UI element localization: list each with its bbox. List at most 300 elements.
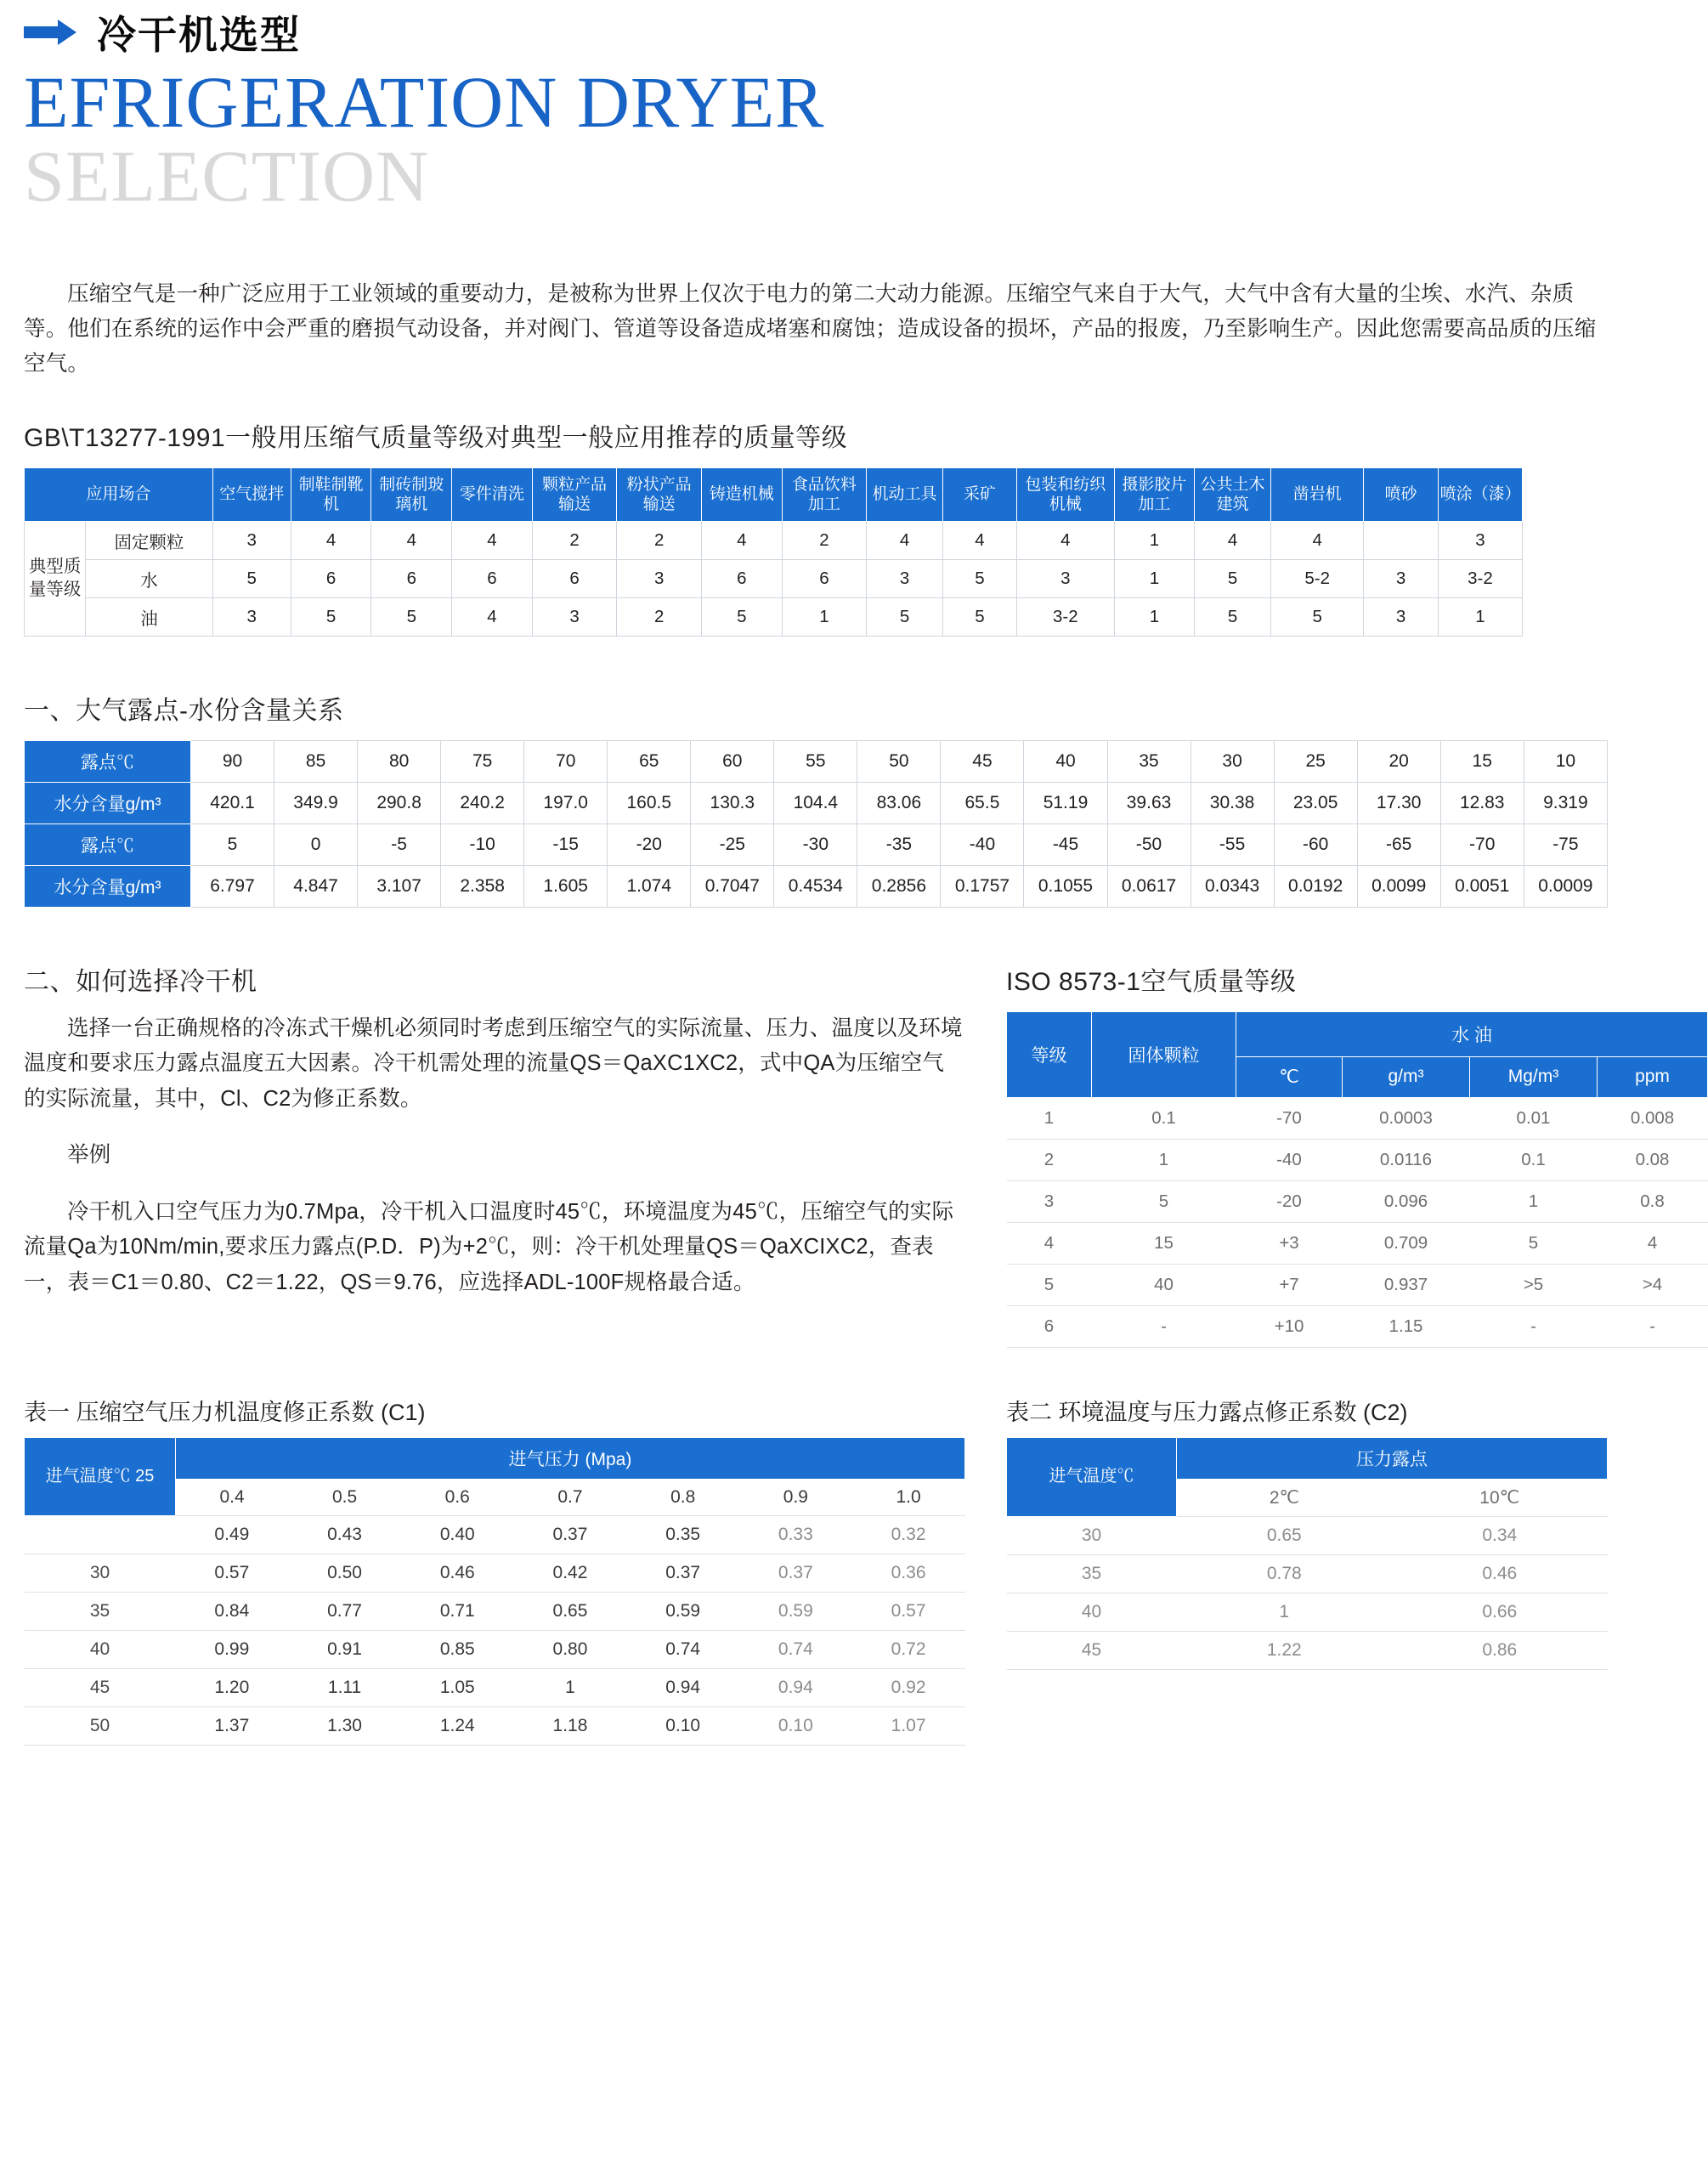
gb-header-14: 凿岩机: [1270, 467, 1364, 521]
gb-cell-1-1: 6: [291, 559, 371, 597]
gb-cell-0-8: 4: [867, 521, 943, 559]
table-row: [1007, 1305, 1708, 1347]
gb-cell-0-3: 4: [452, 521, 533, 559]
dewpoint2-8: -35: [857, 823, 941, 865]
iso-cell-4-4: >5: [1470, 1264, 1598, 1305]
dewpoint1-5: 65: [608, 740, 691, 782]
dewpoint1-10: 40: [1024, 740, 1107, 782]
iso-quality-table: [1006, 1011, 1708, 1348]
iso-subheader-gm3: g/m³: [1343, 1056, 1470, 1097]
gb-cell-2-7: 1: [782, 597, 867, 636]
dewpoint1-3: 75: [441, 740, 524, 782]
table2-title: 表二 环境温度与压力露点修正系数 (C2): [1006, 1399, 1408, 1425]
iso-cell-1-4: 0.1: [1470, 1139, 1598, 1180]
gb-quality-table: [24, 467, 1608, 637]
c1-cell-4-5: 0.94: [739, 1668, 852, 1706]
moisture1-0: 420.1: [191, 782, 274, 823]
page-header: [24, 13, 1608, 57]
moisture1-4: 197.0: [524, 782, 608, 823]
gb-cell-1-14: 3: [1364, 559, 1438, 597]
c1-correction-table: [24, 1437, 965, 1746]
iso-cell-2-1: 5: [1092, 1180, 1236, 1222]
table-row: [1007, 1222, 1708, 1264]
c1-cell-2-2: 0.71: [401, 1592, 514, 1630]
iso-cell-5-2: +10: [1236, 1305, 1343, 1347]
iso-cell-1-0: 2: [1007, 1139, 1092, 1180]
gb-cell-0-7: 2: [782, 521, 867, 559]
table-row: [1007, 1264, 1708, 1305]
gb-cell-1-5: 3: [617, 559, 702, 597]
c2-cell-1-0: 0.78: [1177, 1554, 1393, 1593]
dewpoint1-4: 70: [524, 740, 608, 782]
iso-cell-3-1: 15: [1092, 1222, 1236, 1264]
moisture1-7: 104.4: [774, 782, 857, 823]
gb-cell-2-14: 3: [1364, 597, 1438, 636]
table-row: [25, 782, 1608, 823]
gb-row-label-2: 油: [86, 597, 212, 636]
gb-cell-2-13: 5: [1270, 597, 1364, 636]
c1-cell-4-1: 1.11: [288, 1668, 401, 1706]
gb-header-16: 喷涂（漆）: [1438, 467, 1523, 521]
dewpoint2-13: -60: [1274, 823, 1357, 865]
iso-cell-2-0: 3: [1007, 1180, 1092, 1222]
gb-cell-1-13: 5-2: [1270, 559, 1364, 597]
dewpoint-moisture-table: [24, 740, 1608, 908]
gb-cell-2-10: 3-2: [1017, 597, 1115, 636]
c1-cell-0-3: 0.37: [514, 1515, 627, 1554]
c2-temp-0: 30: [1007, 1516, 1177, 1554]
iso-cell-0-2: -70: [1236, 1097, 1343, 1139]
page-title-en-line2: SELECTION: [24, 134, 430, 217]
c2-group-header: 压力露点: [1177, 1437, 1608, 1479]
gb-cell-0-2: 4: [371, 521, 452, 559]
c1-cell-3-1: 0.91: [288, 1630, 401, 1668]
gb-side-label: 典型质量等级: [25, 521, 86, 636]
dewpoint2-10: -45: [1024, 823, 1107, 865]
gb-header-0: 应用场合: [25, 467, 213, 521]
gb-header-8: 食品饮料加工: [782, 467, 867, 521]
moisture2-14: 0.0099: [1357, 865, 1440, 907]
c1-temp-2: 35: [25, 1592, 176, 1630]
iso-cell-0-5: 0.008: [1598, 1097, 1708, 1139]
gb-header-2: 制鞋制靴机: [291, 467, 371, 521]
gb-row-label-1: 水: [86, 559, 212, 597]
dewpoint2-11: -50: [1107, 823, 1191, 865]
gb-table-header-row: [25, 467, 1608, 521]
moisture1-9: 65.5: [941, 782, 1024, 823]
moisture1-6: 130.3: [691, 782, 774, 823]
c2-cell-0-1: 0.34: [1392, 1516, 1608, 1554]
iso-cell-4-5: >4: [1598, 1264, 1708, 1305]
page-title-cn: 冷干机选型: [97, 13, 301, 57]
c1-cell-3-5: 0.74: [739, 1630, 852, 1668]
gb-cell-2-5: 2: [617, 597, 702, 636]
table-row: [25, 865, 1608, 907]
moisture2-2: 3.107: [358, 865, 441, 907]
iso-cell-5-0: 6: [1007, 1305, 1092, 1347]
c1-cell-2-4: 0.59: [626, 1592, 739, 1630]
section1-title: 一、大气露点-水份含量关系: [24, 696, 344, 725]
dewpoint1-15: 15: [1440, 740, 1524, 782]
c1-cell-4-2: 1.05: [401, 1668, 514, 1706]
iso-cell-0-0: 1: [1007, 1097, 1092, 1139]
gb-cell-1-9: 5: [942, 559, 1016, 597]
two-column-region: [24, 937, 1675, 1348]
c1-temp-1: 30: [25, 1554, 176, 1592]
c1-cell-1-2: 0.46: [401, 1554, 514, 1592]
moisture2-16: 0.0009: [1524, 865, 1607, 907]
iso-header-row: [1007, 1011, 1708, 1056]
gb-cell-1-4: 6: [532, 559, 617, 597]
gb-cell-0-6: 4: [701, 521, 782, 559]
moisture2-4: 1.605: [524, 865, 608, 907]
iso-cell-4-2: +7: [1236, 1264, 1343, 1305]
c2-temp-2: 40: [1007, 1593, 1177, 1631]
gb-cell-1-15: 3-2: [1438, 559, 1523, 597]
c1-cell-0-4: 0.35: [626, 1515, 739, 1554]
dewpoint2-7: -30: [774, 823, 857, 865]
table-row: [25, 521, 1608, 559]
gb-cell-0-12: 4: [1195, 521, 1271, 559]
dewpoint1-12: 30: [1191, 740, 1274, 782]
c1-cell-1-5: 0.37: [739, 1554, 852, 1592]
gb-cell-1-3: 6: [452, 559, 533, 597]
dewpoint2-5: -20: [608, 823, 691, 865]
moisture1-8: 83.06: [857, 782, 941, 823]
c1-cell-2-6: 0.57: [852, 1592, 965, 1630]
c1-cell-3-2: 0.85: [401, 1630, 514, 1668]
gb-section-title: GB\T13277-1991一般用压缩气质量等级对典型一般应用推荐的质量等级: [24, 423, 848, 452]
moisture2-9: 0.1757: [941, 865, 1024, 907]
c2-temp-1: 35: [1007, 1554, 1177, 1593]
gb-header-12: 摄影胶片加工: [1114, 467, 1195, 521]
iso-cell-4-1: 40: [1092, 1264, 1236, 1305]
c2-cell-2-0: 1: [1177, 1593, 1393, 1631]
moisture2-8: 0.2856: [857, 865, 941, 907]
c2-dewpoint-0: 2℃: [1177, 1479, 1393, 1516]
iso-cell-3-0: 4: [1007, 1222, 1092, 1264]
moisture2-12: 0.0343: [1191, 865, 1274, 907]
iso-cell-2-5: 0.8: [1598, 1180, 1708, 1222]
moisture2-6: 0.7047: [691, 865, 774, 907]
moisture1-3: 240.2: [441, 782, 524, 823]
moisture1-15: 12.83: [1440, 782, 1524, 823]
dewpoint1-13: 25: [1274, 740, 1357, 782]
gb-header-1: 空气搅拌: [212, 467, 291, 521]
coefficient-tables-region: [24, 1356, 1608, 1746]
c1-cell-3-6: 0.72: [852, 1630, 965, 1668]
gb-cell-2-3: 4: [452, 597, 533, 636]
c1-cell-5-0: 1.37: [176, 1706, 289, 1745]
iso-cell-0-3: 0.0003: [1343, 1097, 1470, 1139]
gb-cell-2-1: 5: [291, 597, 371, 636]
c1-cell-5-3: 1.18: [514, 1706, 627, 1745]
gb-cell-2-2: 5: [371, 597, 452, 636]
c1-cell-2-3: 0.65: [514, 1592, 627, 1630]
gb-cell-1-11: 1: [1114, 559, 1195, 597]
gb-cell-1-12: 5: [1195, 559, 1271, 597]
gb-row-label-0: 固定颗粒: [86, 521, 212, 559]
c1-cell-1-1: 0.50: [288, 1554, 401, 1592]
table-row: [25, 740, 1608, 782]
table-row: [1007, 1180, 1708, 1222]
iso-cell-1-3: 0.0116: [1343, 1139, 1470, 1180]
c1-header-row: [25, 1437, 965, 1479]
section2-title: 二、如何选择冷干机: [24, 967, 257, 996]
c1-temp-3: 40: [25, 1630, 176, 1668]
dewpoint1-2: 80: [358, 740, 441, 782]
c1-cell-1-3: 0.42: [514, 1554, 627, 1592]
section2-column: [24, 937, 965, 1348]
iso-cell-0-4: 0.01: [1470, 1097, 1598, 1139]
dewpoint1-0: 90: [191, 740, 274, 782]
c1-group-header: 进气压力 (Mpa): [176, 1437, 965, 1479]
c1-cell-2-5: 0.59: [739, 1592, 852, 1630]
gb-header-3: 制砖制玻璃机: [371, 467, 452, 521]
table-row: [1007, 1097, 1708, 1139]
dewpoint2-14: -65: [1357, 823, 1440, 865]
moisture1-2: 290.8: [358, 782, 441, 823]
table-row: [25, 823, 1608, 865]
c1-cell-5-6: 1.07: [852, 1706, 965, 1745]
c1-cell-0-6: 0.32: [852, 1515, 965, 1554]
iso-cell-5-1: -: [1092, 1305, 1236, 1347]
table-row: [1007, 1139, 1708, 1180]
gb-cell-2-6: 5: [701, 597, 782, 636]
c1-cell-3-3: 0.80: [514, 1630, 627, 1668]
iso-cell-4-0: 5: [1007, 1264, 1092, 1305]
iso-header-grade: 等级: [1007, 1011, 1092, 1097]
table-row: [25, 1706, 965, 1745]
table-row: [25, 1515, 965, 1554]
c1-cell-0-1: 0.43: [288, 1515, 401, 1554]
c2-correction-table: [1006, 1437, 1608, 1670]
dewpoint1-9: 45: [941, 740, 1024, 782]
table-row: [1007, 1593, 1608, 1631]
dewpoint2-15: -70: [1440, 823, 1524, 865]
dewpoint2-16: -75: [1524, 823, 1607, 865]
gb-cell-1-8: 3: [867, 559, 943, 597]
c1-cell-5-2: 1.24: [401, 1706, 514, 1745]
iso-cell-1-1: 1: [1092, 1139, 1236, 1180]
gb-cell-0-11: 1: [1114, 521, 1195, 559]
c1-cell-4-4: 0.94: [626, 1668, 739, 1706]
iso-cell-1-5: 0.08: [1598, 1139, 1708, 1180]
dewpoint1-1: 85: [274, 740, 358, 782]
gb-cell-0-9: 4: [942, 521, 1016, 559]
c1-temp-0: [25, 1515, 176, 1554]
gb-header-15: 喷砂: [1364, 467, 1438, 521]
c1-temp-4: 45: [25, 1668, 176, 1706]
c1-cell-4-0: 1.20: [176, 1668, 289, 1706]
table-row: [25, 1592, 965, 1630]
c1-cell-2-0: 0.84: [176, 1592, 289, 1630]
c1-pressure-1: 0.5: [288, 1479, 401, 1515]
moisture1-5: 160.5: [608, 782, 691, 823]
moisture-label-1: 水分含量g/m³: [25, 782, 191, 823]
moisture1-1: 349.9: [274, 782, 358, 823]
c1-cell-2-1: 0.77: [288, 1592, 401, 1630]
table-row: [25, 1630, 965, 1668]
dewpoint-label-2: 露点℃: [25, 823, 191, 865]
c1-corner-label: 进气温度℃ 25: [25, 1437, 176, 1515]
gb-header-11: 包装和纺织机械: [1017, 467, 1115, 521]
c1-pressure-3: 0.7: [514, 1479, 627, 1515]
table-row: [25, 1668, 965, 1706]
section2-paragraph-2: 冷干机入口空气压力为0.7Mpa，冷干机入口温度时45℃，环境温度为45℃，压缩空气的实际流量Qa为10Nm/min,要求压力露点(P.D．P)为+2℃，则：冷干机处理量QS＝QaXCIXC2，查表一，表＝C1＝0.80、C2＝1.22，QS＝9.76，应选择ADL-100F规格最合适。: [24, 1200, 954, 1294]
gb-cell-1-2: 6: [371, 559, 452, 597]
moisture1-14: 17.30: [1357, 782, 1440, 823]
dewpoint1-6: 60: [691, 740, 774, 782]
c2-cell-2-1: 0.66: [1392, 1593, 1608, 1631]
section2-paragraph-1: 选择一台正确规格的冷冻式干燥机必须同时考虑到压缩空气的实际流量、压力、温度以及环境温度和要求压力露点温度五大因素。冷干机需处理的流量QS＝QaXC1XC2，式中QA为压缩空气的实际流量，其中，Cl、C2为修正系数。: [24, 1016, 963, 1111]
gb-header-7: 铸造机械: [701, 467, 782, 521]
dewpoint2-6: -25: [691, 823, 774, 865]
iso-cell-2-3: 0.096: [1343, 1180, 1470, 1222]
table-row: [25, 597, 1608, 636]
iso-cell-5-4: -: [1470, 1305, 1598, 1347]
iso-column: [1006, 937, 1708, 1348]
moisture2-11: 0.0617: [1107, 865, 1191, 907]
moisture1-10: 51.19: [1024, 782, 1107, 823]
iso-header-solid: 固体颗粒: [1092, 1011, 1236, 1097]
gb-cell-0-1: 4: [291, 521, 371, 559]
dewpoint1-16: 10: [1524, 740, 1607, 782]
moisture1-13: 23.05: [1274, 782, 1357, 823]
c2-cell-0-0: 0.65: [1177, 1516, 1393, 1554]
table-row: [25, 559, 1608, 597]
c1-cell-1-6: 0.36: [852, 1554, 965, 1592]
gb-cell-1-6: 6: [701, 559, 782, 597]
dewpoint1-11: 35: [1107, 740, 1191, 782]
c1-cell-4-3: 1: [514, 1668, 627, 1706]
moisture2-1: 4.847: [274, 865, 358, 907]
table-row: [25, 1554, 965, 1592]
gb-cell-2-11: 1: [1114, 597, 1195, 636]
arrow-right-icon: [24, 16, 78, 54]
dewpoint2-1: 0: [274, 823, 358, 865]
c1-cell-3-4: 0.74: [626, 1630, 739, 1668]
c1-cell-1-0: 0.57: [176, 1554, 289, 1592]
c1-cell-5-4: 0.10: [626, 1706, 739, 1745]
table-row: [1007, 1631, 1608, 1669]
gb-cell-0-15: 3: [1438, 521, 1523, 559]
gb-header-5: 颗粒产品输送: [532, 467, 617, 521]
c1-cell-1-4: 0.37: [626, 1554, 739, 1592]
c2-cell-1-1: 0.46: [1392, 1554, 1608, 1593]
dewpoint2-4: -15: [524, 823, 608, 865]
iso-title: ISO 8573-1空气质量等级: [1006, 967, 1297, 996]
c2-dewpoint-1: 10℃: [1392, 1479, 1608, 1516]
dewpoint2-0: 5: [191, 823, 274, 865]
gb-header-10: 采矿: [942, 467, 1016, 521]
dewpoint2-9: -40: [941, 823, 1024, 865]
dewpoint1-7: 55: [774, 740, 857, 782]
iso-subheader-mgm3: Mg/m³: [1470, 1056, 1598, 1097]
iso-cell-2-2: -20: [1236, 1180, 1343, 1222]
gb-cell-1-0: 5: [212, 559, 291, 597]
table-row: [1007, 1516, 1608, 1554]
gb-cell-2-12: 5: [1195, 597, 1271, 636]
c1-pressure-5: 0.9: [739, 1479, 852, 1515]
c1-temp-5: 50: [25, 1706, 176, 1745]
gb-cell-1-10: 3: [1017, 559, 1115, 597]
dewpoint2-2: -5: [358, 823, 441, 865]
moisture1-16: 9.319: [1524, 782, 1607, 823]
dewpoint2-3: -10: [441, 823, 524, 865]
page-title-en-line1: EFRIGERATION DRYER: [24, 61, 825, 143]
iso-cell-5-5: -: [1598, 1305, 1708, 1347]
moisture2-0: 6.797: [191, 865, 274, 907]
iso-cell-3-4: 5: [1470, 1222, 1598, 1264]
moisture1-11: 39.63: [1107, 782, 1191, 823]
gb-header-6: 粉状产品输送: [617, 467, 702, 521]
dewpoint1-14: 20: [1357, 740, 1440, 782]
c1-cell-0-2: 0.40: [401, 1515, 514, 1554]
gb-header-13: 公共土木建筑: [1195, 467, 1271, 521]
gb-cell-0-0: 3: [212, 521, 291, 559]
iso-cell-2-4: 1: [1470, 1180, 1598, 1222]
c1-pressure-0: 0.4: [176, 1479, 289, 1515]
iso-cell-0-1: 0.1: [1092, 1097, 1236, 1139]
c1-cell-0-0: 0.49: [176, 1515, 289, 1554]
c2-cell-3-1: 0.86: [1392, 1631, 1608, 1669]
moisture2-3: 2.358: [441, 865, 524, 907]
gb-header-9: 机动工具: [867, 467, 943, 521]
c1-cell-3-0: 0.99: [176, 1630, 289, 1668]
table-row: [1007, 1554, 1608, 1593]
moisture-label-2: 水分含量g/m³: [25, 865, 191, 907]
moisture2-5: 1.074: [608, 865, 691, 907]
gb-cell-2-4: 3: [532, 597, 617, 636]
iso-cell-4-3: 0.937: [1343, 1264, 1470, 1305]
gb-cell-0-13: 4: [1270, 521, 1364, 559]
table1-title: 表一 压缩空气压力机温度修正系数 (C1): [24, 1399, 426, 1425]
gb-cell-0-14: [1364, 521, 1438, 559]
moisture2-10: 0.1055: [1024, 865, 1107, 907]
section2-example-label: 举例: [67, 1143, 111, 1168]
gb-cell-0-4: 2: [532, 521, 617, 559]
c2-cell-3-0: 1.22: [1177, 1631, 1393, 1669]
table1-column: [24, 1356, 965, 1746]
dewpoint2-12: -55: [1191, 823, 1274, 865]
table2-column: [1006, 1356, 1608, 1746]
gb-cell-2-15: 1: [1438, 597, 1523, 636]
c1-cell-0-5: 0.33: [739, 1515, 852, 1554]
iso-cell-3-5: 4: [1598, 1222, 1708, 1264]
gb-cell-0-5: 2: [617, 521, 702, 559]
moisture1-12: 30.38: [1191, 782, 1274, 823]
moisture2-7: 0.4534: [774, 865, 857, 907]
c2-temp-3: 45: [1007, 1631, 1177, 1669]
c1-cell-5-1: 1.30: [288, 1706, 401, 1745]
gb-cell-2-9: 5: [942, 597, 1016, 636]
c1-pressure-4: 0.8: [626, 1479, 739, 1515]
moisture2-15: 0.0051: [1440, 865, 1524, 907]
iso-cell-3-3: 0.709: [1343, 1222, 1470, 1264]
c2-header-row: [1007, 1437, 1608, 1479]
iso-subheader-ppm: ppm: [1598, 1056, 1708, 1097]
intro-paragraph: 压缩空气是一种广泛应用于工业领域的重要动力，是被称为世界上仅次于电力的第二大动力能源。压缩空气来自于大气，大气中含有大量的尘埃、水汽、杂质等。他们在系统的运作中会严重的磨损气动设备，并对阀门、管道等设备造成堵塞和腐蚀；造成设备的损坏，产品的报废，乃至影响生产。因此您需要高品质的压缩空气。: [24, 281, 1597, 376]
dewpoint-label-1: 露点℃: [25, 740, 191, 782]
c1-cell-4-6: 0.92: [852, 1668, 965, 1706]
c1-pressure-2: 0.6: [401, 1479, 514, 1515]
gb-cell-1-7: 6: [782, 559, 867, 597]
iso-header-wateroil: 水 油: [1236, 1011, 1708, 1056]
c2-corner-label: 进气温度℃: [1007, 1437, 1177, 1516]
iso-cell-5-3: 1.15: [1343, 1305, 1470, 1347]
gb-header-4: 零件清洗: [452, 467, 533, 521]
